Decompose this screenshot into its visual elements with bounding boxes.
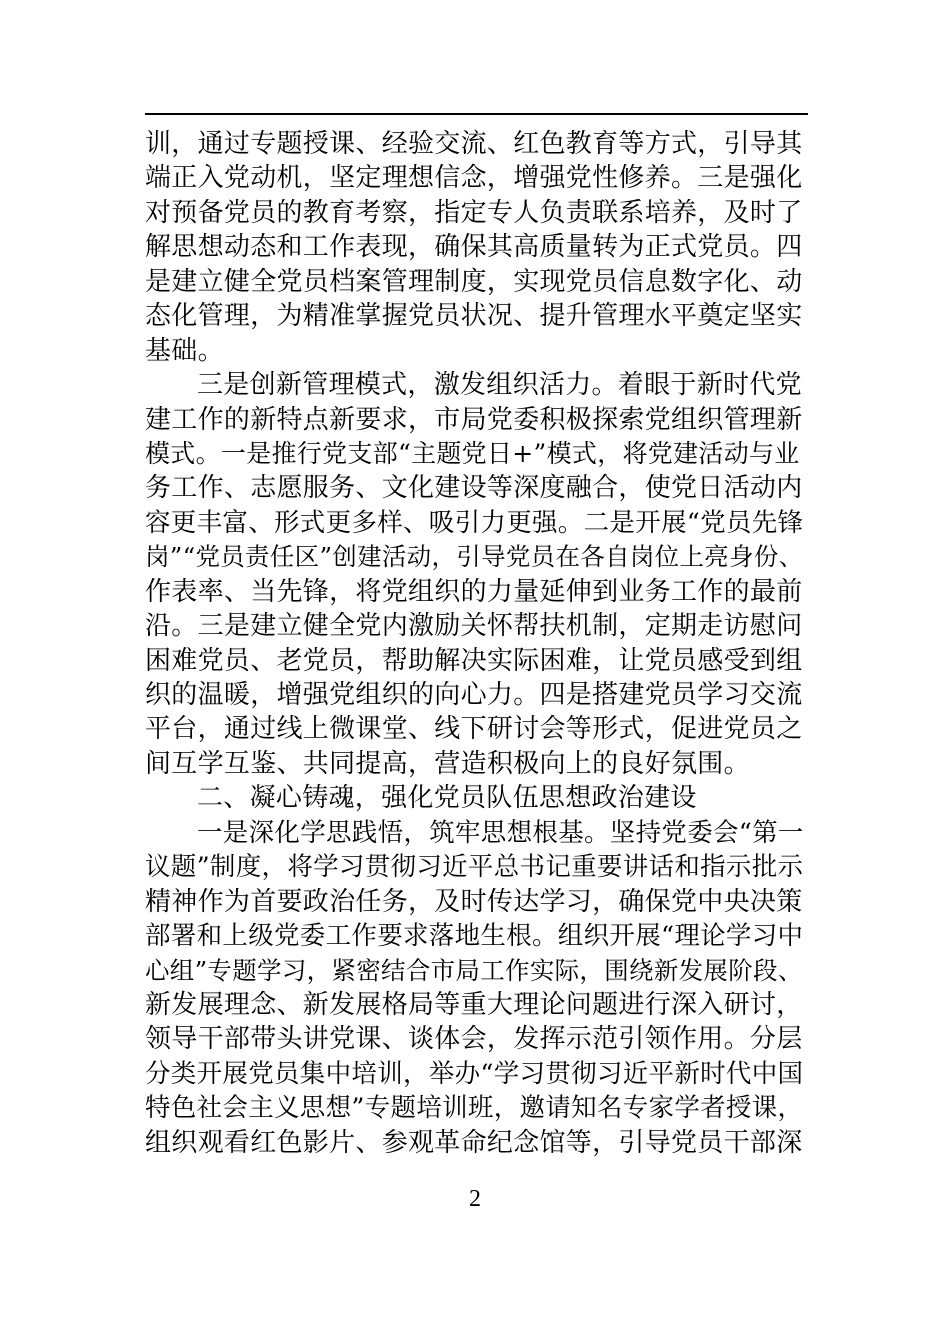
body-text bbox=[145, 127, 808, 1160]
text-line: 新发展理念、新发展格局等重大理论问题进行深入研讨， bbox=[145, 989, 803, 1020]
text-line: 对预备党员的教育考察，指定专人负责联系培养，及时了 bbox=[145, 197, 803, 228]
text-line: 织的温暖，增强党组织的向心力。四是搭建党员学习交流 bbox=[145, 680, 803, 710]
text-line: 是建立健全党员档案管理制度，实现党员信息数字化、动 bbox=[145, 266, 803, 297]
paragraph-start-line: 三是创新管理模式，激发组织活力。着眼于新时代党 bbox=[197, 370, 802, 401]
text-line: 容更丰富、形式更多样、吸引力更强。二是开展“党员先锋 bbox=[145, 507, 804, 538]
text-line: 特色社会主义思想”专题培训班，邀请知名专家学者授课， bbox=[145, 1093, 804, 1124]
text-line: 务工作、志愿服务、文化建设等深度融合，使党日活动内 bbox=[145, 473, 803, 504]
text-line: 态化管理，为精准掌握党员状况、提升管理水平奠定坚实 bbox=[145, 301, 803, 332]
text-line: 端正入党动机，坚定理想信念，增强党性修养。三是强化 bbox=[145, 163, 803, 194]
text-line: 模式。一是推行党支部“主题党日+”模式，将党建活动与业 bbox=[145, 438, 800, 468]
paragraph-start-line: 一是深化学思践悟，筑牢思想根基。坚持党委会“第一 bbox=[197, 817, 804, 848]
text-line: 岗”“党员责任区”创建活动，引导党员在各自岗位上亮身份、 bbox=[145, 542, 804, 572]
text-line: 基础。 bbox=[145, 335, 224, 366]
text-line: 训，通过专题授课、经验交流、红色教育等方式，引导其 bbox=[145, 129, 803, 159]
header-rule bbox=[145, 113, 808, 115]
text-line: 平台，通过线上微课堂、线下研讨会等形式，促进党员之 bbox=[145, 714, 803, 745]
section-heading: 二、凝心铸魂，强化党员队伍思想政治建设 bbox=[197, 783, 697, 814]
text-line: 间互学互鉴、共同提高，营造积极向上的良好氛围。 bbox=[145, 748, 750, 779]
text-line: 困难党员、老党员，帮助解决实际困难，让党员感受到组 bbox=[145, 645, 803, 676]
text-line: 领导干部带头讲党课、谈体会，发挥示范引领作用。分层 bbox=[145, 1024, 803, 1055]
text-line: 心组”专题学习，紧密结合市局工作实际，围绕新发展阶段、 bbox=[145, 955, 803, 985]
text-line: 建工作的新特点新要求，市局党委积极探索党组织管理新 bbox=[145, 404, 803, 435]
text-line: 议题”制度，将学习贯彻习近平总书记重要讲话和指示批示 bbox=[145, 852, 804, 883]
text-line: 解思想动态和工作表现，确保其高质量转为正式党员。四 bbox=[145, 232, 803, 263]
text-line: 作表率、当先锋，将党组织的力量延伸到业务工作的最前 bbox=[145, 576, 803, 607]
text-line: 组织观看红色影片、参观革命纪念馆等，引导党员干部深 bbox=[145, 1127, 803, 1158]
page-number: 2 bbox=[469, 1186, 481, 1212]
text-line: 部署和上级党委工作要求落地生根。组织开展“理论学习中 bbox=[145, 921, 804, 952]
text-line: 分类开展党员集中培训，举办“学习贯彻习近平新时代中国 bbox=[145, 1058, 804, 1089]
text-line: 沿。三是建立健全党内激励关怀帮扶机制，定期走访慰问 bbox=[145, 611, 803, 642]
text-line: 精神作为首要政治任务，及时传达学习，确保党中央决策 bbox=[145, 886, 803, 917]
